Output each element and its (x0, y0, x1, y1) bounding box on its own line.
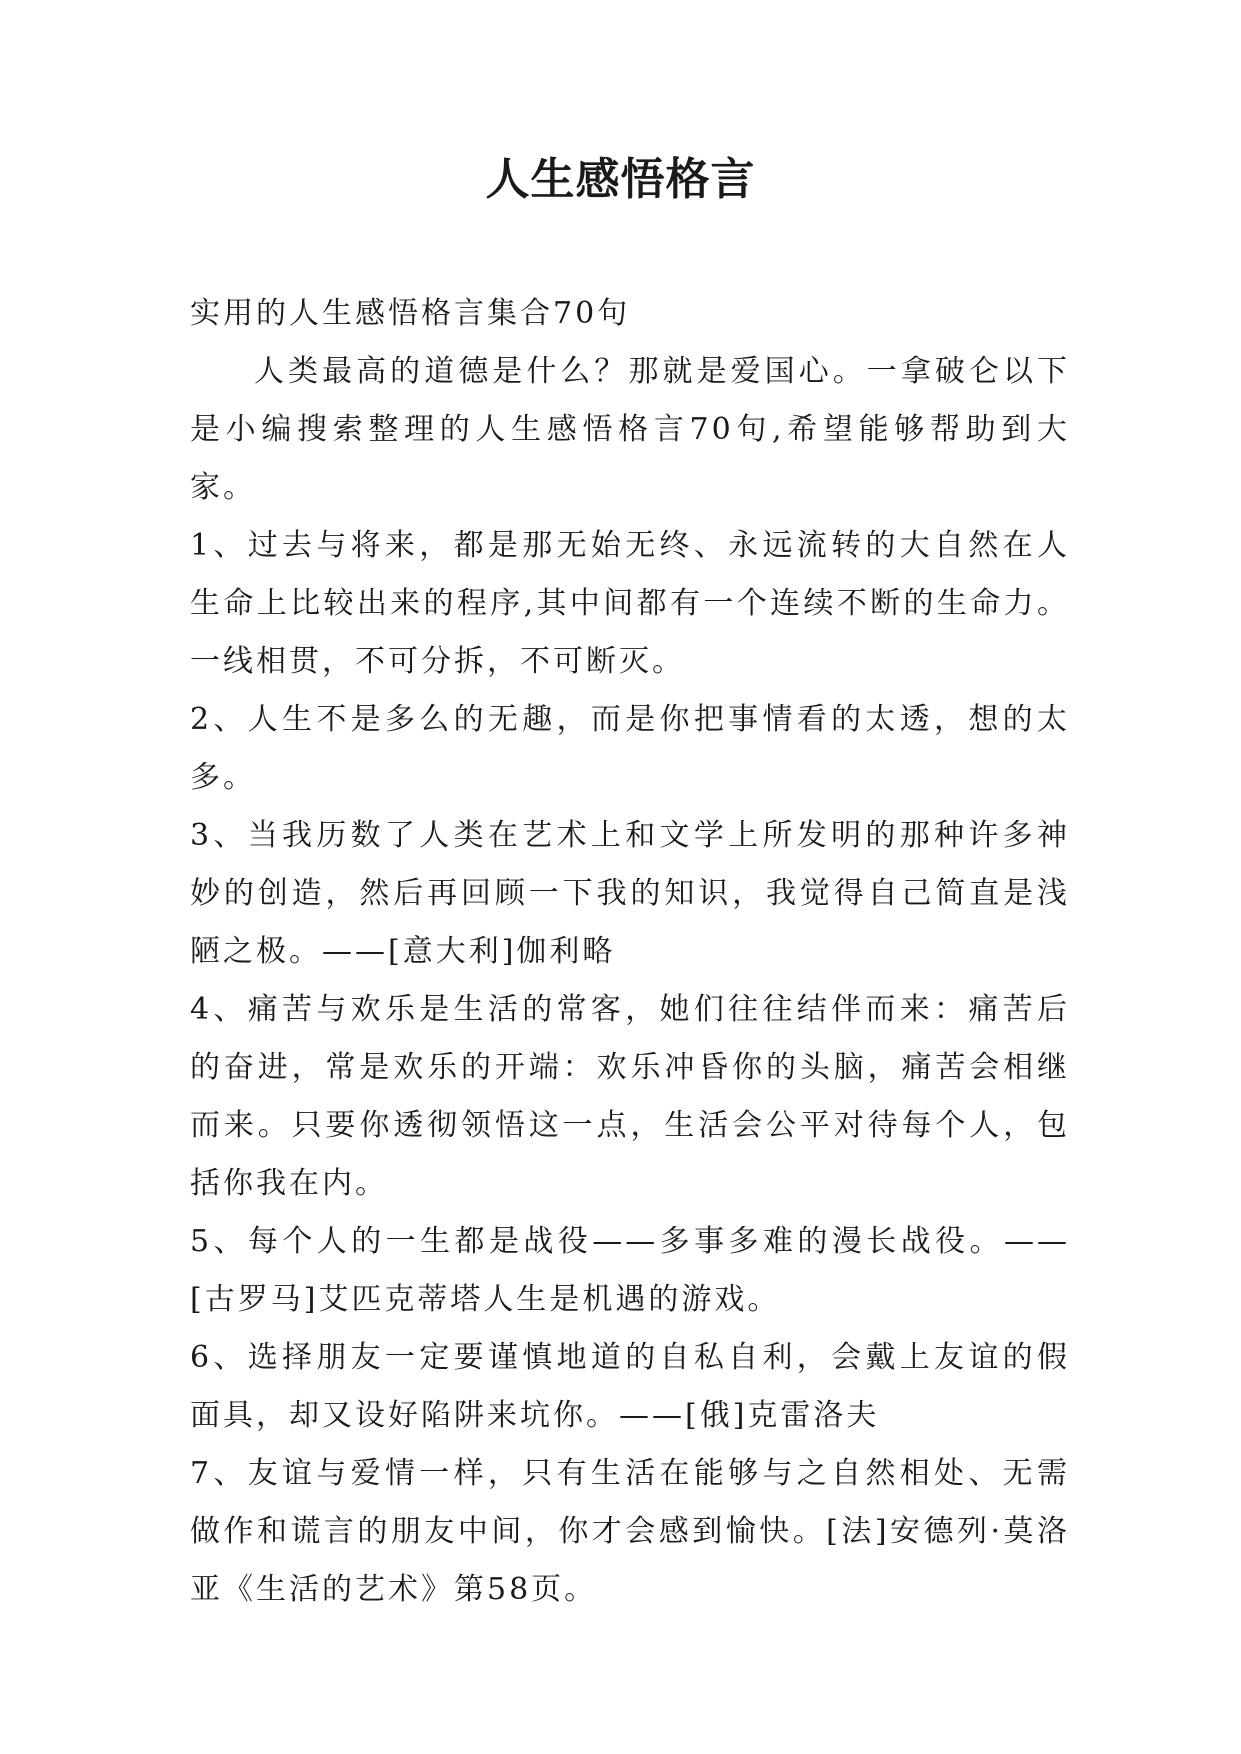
quote-item-6: 6、选择朋友一定要谨慎地道的自私自利，会戴上友谊的假面具，却又设好陷阱来坑你。——[俄]克雷洛夫 (190, 1340, 1070, 1433)
quote-item-2: 2、人生不是多么的无趣，而是你把事情看的太透，想的太多。 (190, 702, 1070, 795)
quote-item-4: 4、痛苦与欢乐是生活的常客，她们往往结伴而来：痛苦后的奋进，常是欢乐的开端：欢乐冲昏你的头脑，痛苦会相继而来。只要你透彻领悟这一点，生活会公平对待每个人，包括你我在内。 (190, 992, 1070, 1201)
document-subtitle: 实用的人生感悟格言集合70句 (190, 296, 631, 331)
document-title: 人生感悟格言 (485, 154, 756, 205)
document-body (190, 285, 1070, 1619)
quote-item-3: 3、当我历数了人类在艺术上和文学上所发明的那种许多神妙的创造，然后再回顾一下我的知识，我觉得自己简直是浅陋之极。——[意大利]伽利略 (190, 818, 1070, 969)
quote-item-7: 7、友谊与爱情一样，只有生活在能够与之自然相处、无需做作和谎言的朋友中间，你才会感到愉快。[法]安德列·莫洛亚《生活的艺术》第58页。 (190, 1456, 1070, 1607)
quote-item-5: 5、每个人的一生都是战役——多事多难的漫长战役。——[古罗马]艾匹克蒂塔人生是机遇的游戏。 (190, 1224, 1070, 1317)
quote-item-1: 1、过去与将来，都是那无始无终、永远流转的大自然在人生命上比较出来的程序,其中间都有一个连续不断的生命力。一线相贯，不可分拆，不可断灭。 (190, 528, 1070, 679)
intro-paragraph: 人类最高的道德是什么？那就是爱国心。一拿破仑以下是小编搜索整理的人生感悟格言70句,希望能够帮助到大家。 (190, 354, 1070, 505)
